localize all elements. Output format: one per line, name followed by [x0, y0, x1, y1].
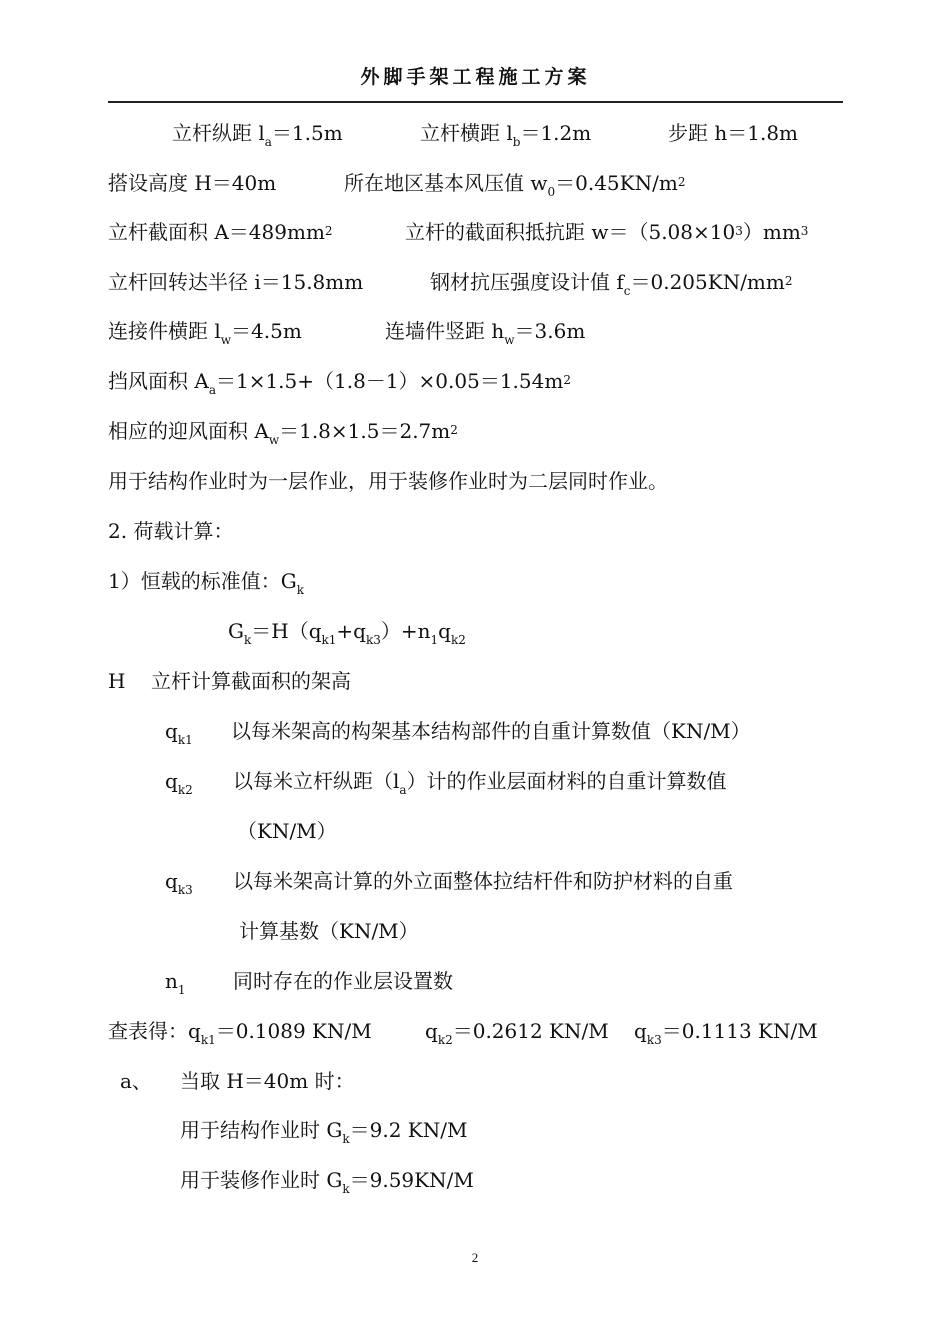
section-heading-load-calculation: 2. 荷载计算： [108, 519, 234, 543]
definition-text: 以每米架高的构架基本结构部件的自重计算数值（KN/M） [231, 719, 751, 743]
dead-load-title: 1）恒载的标准值：$G_k$ [108, 569, 304, 597]
definition-symbol: $q_{k1}$ [165, 719, 193, 747]
param-step: 步距 h＝1.8m [668, 121, 799, 145]
param-area: 立杆截面积 $A=489mm^2$ [108, 220, 333, 244]
case-a-text: 当取 H＝40m 时： [180, 1069, 355, 1093]
header-divider [108, 101, 843, 103]
usage-note: 用于结构作业时为一层作业，用于装修作业时为二层同时作业。 [108, 469, 668, 493]
definition-text: 以每米立杆纵距$(l_a)$计的作业层面材料的自重计算数值 [233, 769, 727, 797]
definition-symbol: $n_1$ [165, 969, 186, 997]
dead-load-formula: $G_k=H(q_{k1}+q_{k3})+n_1q_{k2}$ [228, 619, 466, 647]
param-Aw: 相应的迎风面积 $A_w=1.8\times 1.5=2.7m^2$ [108, 419, 458, 447]
definition-text: 同时存在的作业层设置数 [233, 969, 453, 993]
definition-symbol: $q_{k2}$ [165, 769, 193, 797]
definition-qk3-continuation: 计算基数（KN/M） [239, 919, 419, 943]
param-height: 搭设高度 H＝40m [108, 171, 277, 195]
definition-qk2-continuation: （KN/M） [237, 819, 337, 843]
param-strength: 钢材抗压强度设计值 $f_c=0.205KN/mm^2$ [430, 270, 793, 298]
case-a-label: a、 [120, 1069, 152, 1093]
param-radius: 立杆回转达半径 i＝15.8mm [108, 270, 364, 294]
param-la: 立杆纵距 $l_a=1.5m$ [172, 121, 343, 149]
page-header-title: 外脚手架工程施工方案 [360, 66, 591, 88]
table-lookup-qk3: $q_{k3}=0.1113$ KN/M [634, 1019, 818, 1047]
table-lookup-qk2: $q_{k2}=0.2612$ KN/M [425, 1019, 609, 1047]
param-wind: 所在地区基本风压值 $w_0=0.45KN/m^2$ [344, 171, 686, 199]
param-lb: 立杆横距 $l_b=1.2m$ [420, 121, 592, 149]
definition-symbol: $q_{k3}$ [165, 869, 193, 897]
definition-text: 立杆计算截面积的架高 [151, 669, 351, 693]
param-hw: 连墙件竖距 $h_w=3.6m$ [385, 319, 586, 347]
definition-symbol: H [108, 669, 126, 693]
case-a-decoration: 用于装修作业时 $G_k=9.59KN/M$ [180, 1168, 474, 1196]
param-Aa: 挡风面积 $A_a=1\times 1.5+(1.8-1)\times 0.05=1.54m^2$ [108, 369, 571, 397]
case-a-structural: 用于结构作业时 $G_k=9.2$ KN/M [180, 1118, 468, 1146]
definition-text: 以每米架高计算的外立面整体拉结杆件和防护材料的自重 [233, 869, 733, 893]
page-number: 2 [471, 1250, 479, 1265]
table-lookup-qk1: 查表得：$q_{k1}=0.1089$ KN/M [108, 1019, 372, 1047]
param-moment: 立杆的截面积抵抗距 $w=(5.08\times 10^3)mm^3$ [405, 220, 809, 244]
param-lw: 连接件横距 $l_w=4.5m$ [108, 319, 302, 347]
